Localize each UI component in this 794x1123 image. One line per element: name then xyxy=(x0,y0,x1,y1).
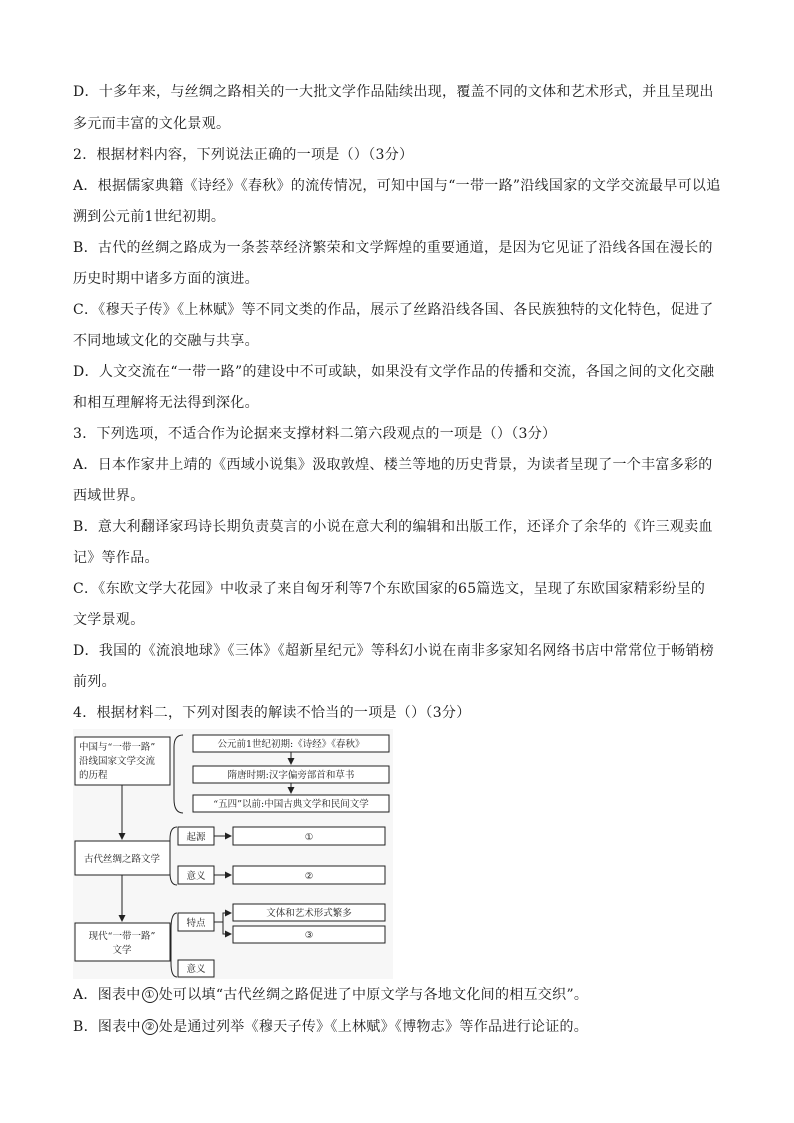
option-prefix: A．图表中 xyxy=(73,987,141,1003)
text-line: 记》等作品。 xyxy=(73,550,159,566)
option-3b: B．意大利翻译家玛诗长期负责莫言的小说在意大利的编辑和出版工作，还译介了余华的《许三观卖血 xyxy=(73,519,713,535)
option-text: 处可以填“古代丝绸之路促进了中原文学与各地文化间的相互交织”。 xyxy=(158,987,589,1003)
option-2a: A．根据儒家典籍《诗经》《春秋》的流传情况，可知中国与“一带一路”沿线国家的文学交流最早可以追 xyxy=(73,178,721,194)
text-line: 历史时期中诸多方面的演进。 xyxy=(73,271,259,287)
node-history-line2: 沿线国家文学交流 xyxy=(79,756,156,767)
node-modern-line2: 文学 xyxy=(112,945,132,956)
option-3d: D．我国的《流浪地球》《三体》《超新星纪元》等科幻小说在南非多家知名网络书店中常常位于畅销榜 xyxy=(73,643,715,659)
circled-number-1: ① xyxy=(142,987,158,1003)
text-line: 和相互理解将无法得到深化。 xyxy=(73,395,259,411)
origin-blank: ① xyxy=(304,832,314,843)
circled-number-2: ② xyxy=(142,1019,158,1035)
question-4-stem: 4．根据材料二，下列对图表的解读不恰当的一项是（）（3分） xyxy=(73,705,471,721)
node-history-line1: 中国与“一带一路” xyxy=(79,742,156,753)
feature-1: 文体和艺术形式繁多 xyxy=(266,908,352,919)
option-2d: D．人文交流在“一带一路”的建设中不可或缺，如果没有文学作品的传播和交流，各国之间的文化交融 xyxy=(73,364,715,380)
text-line: 溯到公元前1世纪初期。 xyxy=(73,209,226,225)
option-4b xyxy=(73,1017,588,1037)
option-3c: C．《东欧文学大花园》中收录了来自匈牙利等7个东欧国家的65篇选文，呈现了东欧国家精彩纷呈的 xyxy=(73,581,706,597)
question-3-stem: 3．下列选项，不适合作为论据来支撑材料二第六段观点的一项是（）（3分） xyxy=(73,426,557,442)
history-item-1: 公元前1世纪初期:《诗经》《春秋》 xyxy=(217,739,365,750)
text-line: D．十多年来，与丝绸之路相关的一大批文学作品陆续出现，覆盖不同的文体和艺术形式，并且呈现出 xyxy=(73,84,714,100)
text-line: 前列。 xyxy=(73,674,116,690)
text-line: 西域世界。 xyxy=(73,488,145,504)
label-meaning: 意义 xyxy=(186,871,206,882)
node-modern-line1: 现代“一带一路” xyxy=(88,931,156,942)
text-line: 多元而丰富的文化景观。 xyxy=(73,116,231,132)
history-item-2: 隋唐时期:汉字偏旁部首和草书 xyxy=(227,770,355,781)
question-2-stem: 2．根据材料内容，下列说法正确的一项是（）（3分） xyxy=(73,147,414,163)
history-item-3: “五四”以前:中国古典文学和民间文学 xyxy=(213,799,369,810)
option-text: 处是通过列举《穆天子传》《上林赋》《博物志》等作品进行论证的。 xyxy=(158,1019,589,1035)
option-2c: C．《穆天子传》《上林赋》等不同文类的作品，展示了丝路沿线各国、各民族独特的文化特色，促进了 xyxy=(73,302,714,318)
label-modern-meaning: 意义 xyxy=(186,964,206,975)
text-line: 文学景观。 xyxy=(73,612,145,628)
label-origin: 起源 xyxy=(186,832,206,843)
label-feature: 特点 xyxy=(186,918,206,929)
node-history-line3: 的历程 xyxy=(79,770,108,781)
feature-2-blank: ③ xyxy=(304,930,314,941)
text-line: 不同地域文化的交融与共享。 xyxy=(73,333,259,349)
option-3a: A．日本作家井上靖的《西域小说集》汲取敦煌、楼兰等地的历史背景，为读者呈现了一个丰富多彩的 xyxy=(73,457,713,473)
option-4a xyxy=(73,985,588,1005)
option-prefix: B．图表中 xyxy=(73,1019,141,1035)
option-2b: B．古代的丝绸之路成为一条荟萃经济繁荣和文学辉煌的重要通道，是因为它见证了沿线各国在漫长的 xyxy=(73,240,713,256)
node-ancient-label: 古代丝绸之路文学 xyxy=(83,854,161,865)
structure-diagram xyxy=(73,729,393,979)
meaning-blank: ② xyxy=(304,871,314,882)
